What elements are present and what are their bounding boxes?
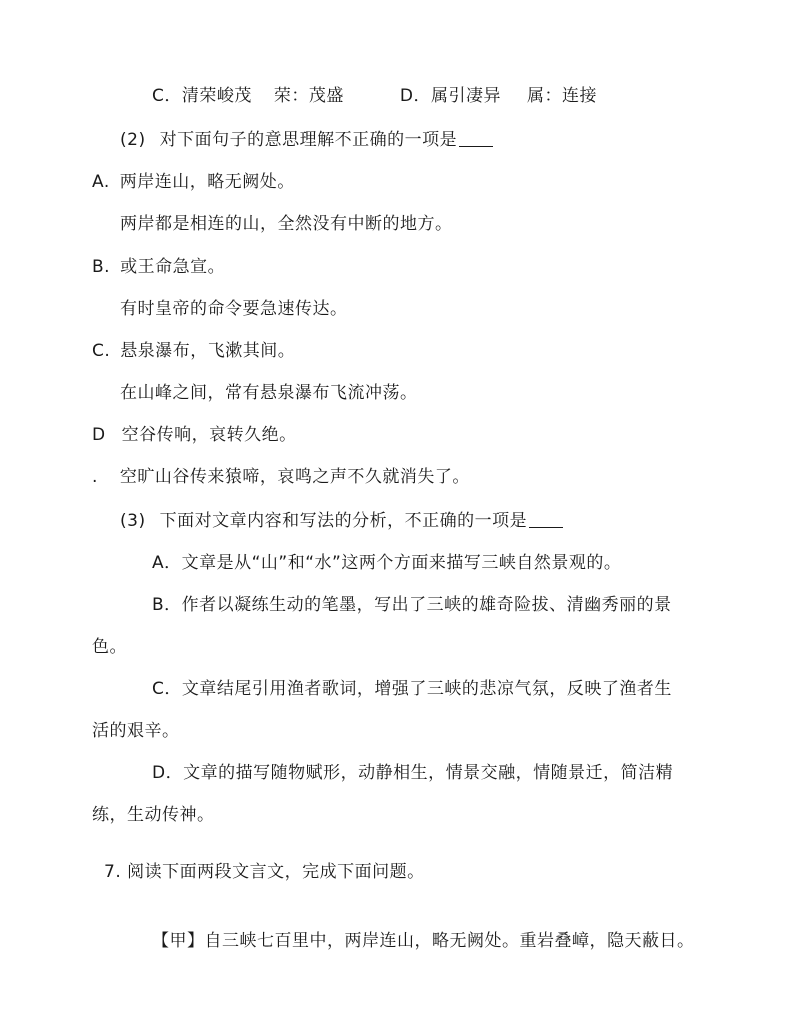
q2-option-b-sentence: 或王命急宣。 — [120, 257, 226, 277]
q3-option-c-line1: C．文章结尾引用渔者歌词，增强了三峡的悲凉气氛，反映了渔者生 — [152, 679, 672, 699]
q3-number: (3) — [120, 511, 146, 531]
q2-answer-blank — [459, 145, 493, 147]
q2-stem-text: 对下面句子的意思理解不正确的一项是 — [159, 130, 458, 150]
q3-option-b-line2: 色。 — [92, 637, 127, 657]
q3-option-b-line1: B．作者以凝练生动的笔墨，写出了三峡的雄奇险拔、清幽秀丽的景 — [152, 595, 672, 615]
q2-option-d-translation: 空旷山谷传来猿啼，哀鸣之声不久就消失了。 — [119, 467, 470, 487]
q2-option-c-sentence: 悬泉瀑布，飞漱其间。 — [120, 341, 296, 361]
q2-option-d-sentence: 空谷传响，哀转久绝。 — [121, 425, 297, 445]
q3-stem — [120, 509, 563, 533]
q2-option-d — [92, 423, 297, 447]
q2-option-d-translation-row — [92, 465, 470, 489]
q2-option-c — [92, 339, 295, 363]
q2-option-a-letter: A. — [92, 172, 110, 192]
q3-option-d-line2: 练，生动传神。 — [92, 805, 215, 825]
q3-stem-text: 下面对文章内容和写法的分析，不正确的一项是 — [159, 511, 528, 531]
q1-option-c-d-row — [152, 84, 597, 108]
q1-option-d-gloss: 属：连接 — [526, 86, 597, 106]
q2-stem — [120, 128, 493, 152]
q3-answer-blank — [529, 526, 563, 528]
q2-option-c-letter: C. — [92, 341, 111, 361]
q3-option-a: A．文章是从“山”和“水”这两个方面来描写三峡自然景观的。 — [152, 553, 622, 573]
q1-option-c-label: C．清荣峻茂 — [152, 86, 252, 106]
q2-option-b-translation: 有时皇帝的命令要急速传达。 — [120, 299, 348, 319]
q7-heading: 7. 阅读下面两段文言文，完成下面问题。 — [104, 862, 425, 882]
q2-option-c-translation: 在山峰之间，常有悬泉瀑布飞流冲荡。 — [120, 383, 418, 403]
q2-option-d-translation-prefix: . — [92, 467, 98, 487]
q2-option-a — [92, 170, 295, 194]
q3-option-c-line2: 活的艰辛。 — [92, 721, 180, 741]
q1-option-d-label: D．属引凄异 — [399, 86, 501, 106]
q2-option-a-sentence: 两岸连山，略无阙处。 — [119, 172, 295, 192]
q2-option-b-letter: B. — [92, 257, 111, 277]
q3-option-d-line1: D．文章的描写随物赋形，动静相生，情景交融，情随景迁，简洁精 — [152, 763, 674, 783]
q2-option-b — [92, 255, 225, 279]
q7-passage-jia: 【甲】自三峡七百里中，两岸连山，略无阙处。重岩叠嶂，隐天蔽日。 — [152, 931, 695, 951]
q1-option-c-gloss: 荣：茂盛 — [273, 86, 344, 106]
q2-option-a-translation: 两岸都是相连的山，全然没有中断的地方。 — [120, 214, 453, 234]
q2-number: (2) — [120, 130, 146, 150]
q2-option-d-letter: D — [92, 425, 106, 445]
